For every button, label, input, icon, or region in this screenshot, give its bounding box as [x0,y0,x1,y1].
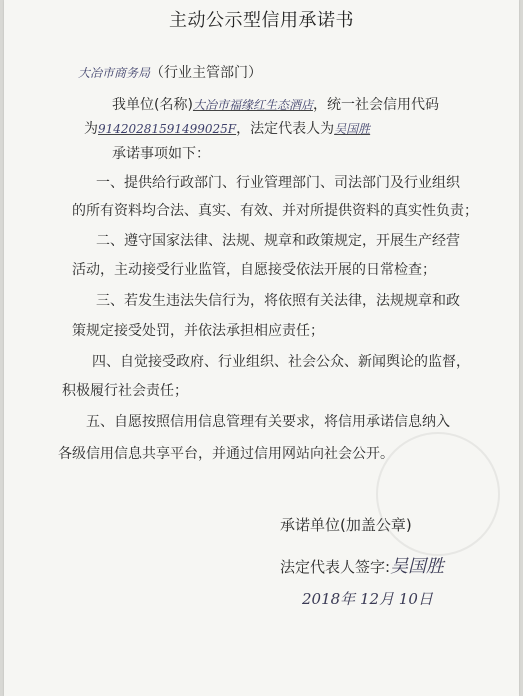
item3-line1: 三、若发生违法失信行为，将依照有关法律，法规规章和政 [96,293,460,309]
unit-suffix: ，统一社会信用代码 [312,97,439,113]
signature-handwritten: 吴国胜 [390,556,445,577]
date-handwritten: 2018年 12月 10日 [302,590,433,608]
sign-rep-line [280,552,444,578]
document-title: 主动公示型信用承诺书 [169,10,354,31]
intro-line: 承诺事项如下： [112,146,210,162]
unit-line [112,94,439,114]
item4-line2: 积极履行社会责任； [62,383,188,399]
item1-line2: 的所有资料均合法、真实、有效、并对所提供资料的真实性负责； [72,203,478,219]
dept-handwritten: 大冶市商务局 [78,66,151,80]
dept-label: （行业主管部门） [150,65,263,81]
item5-line2: 各级信用信息共享平台，并通过信用网站向社会公开。 [58,446,394,462]
rep-handwritten: 吴国胜 [334,122,371,136]
item5-line1: 五、自愿按照信用信息管理有关要求，将信用承诺信息纳入 [86,414,450,430]
item2-line1: 二、遵守国家法律、法规、规章和政策规定，开展生产经营 [96,233,460,249]
unit-prefix: 我单位(名称) [112,97,193,113]
code-line [84,118,370,138]
item1-line1: 一、提供给行政部门、行业管理部门、司法部门及行业组织 [96,175,460,191]
item2-line2: 活动，主动接受行业监管，自愿接受依法开展的日常检查； [72,262,436,278]
code-prefix: 为 [84,121,98,137]
sign-rep-label: 法定代表人签字: [280,558,391,576]
item3-line2: 策规定接受处罚，并依法承担相应责任； [72,323,324,339]
item4-line1: 四、自觉接受政府、行业组织、社会公众、新闻舆论的监督， [92,354,470,370]
code-suffix: ，法定代表人为 [236,121,335,137]
faint-stamp [376,432,500,556]
dept-line [78,62,262,82]
sign-unit-label: 承诺单位(加盖公章) [280,516,412,534]
credit-code-handwritten: 91420281591499025F [98,122,237,136]
document-page [4,0,519,696]
unit-name-handwritten: 大冶市福缘红生态酒店 [192,98,313,112]
